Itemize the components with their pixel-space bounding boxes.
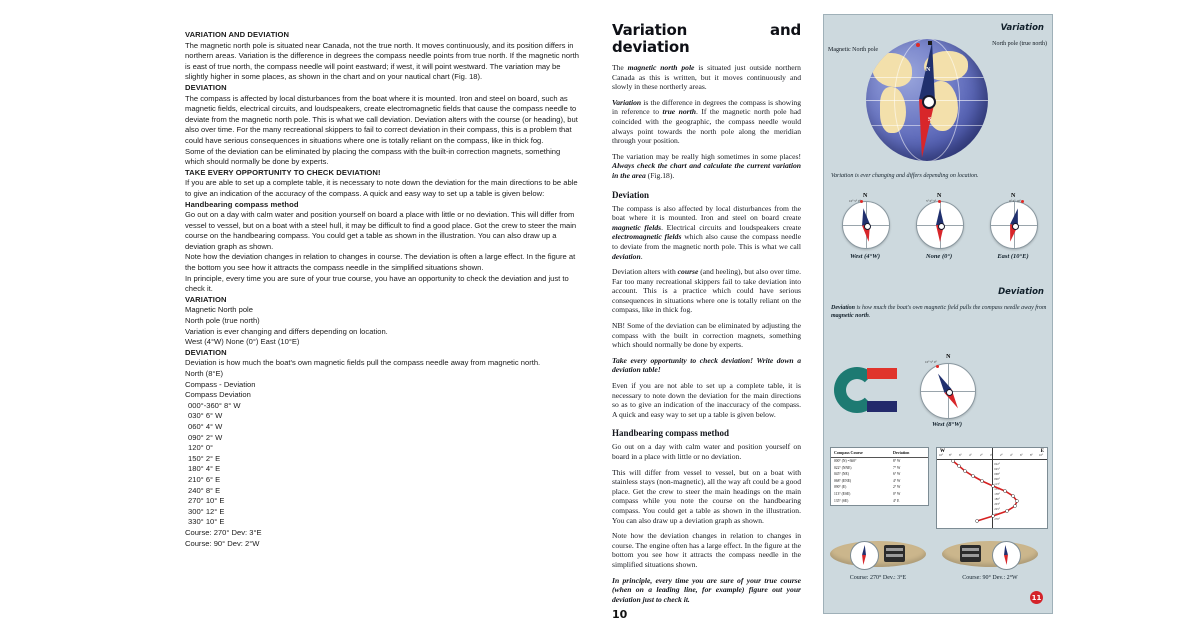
boat-illustration-right: [942, 537, 1038, 571]
rose-tick-labels: 0° 5° 10°: [1009, 199, 1021, 203]
graph-axis-east: E: [1040, 449, 1044, 454]
table-header-course: Compass Course: [831, 448, 890, 458]
deviation-table: [830, 447, 929, 506]
graph-y-tick: 203°: [994, 502, 1000, 506]
table-row: [831, 478, 928, 485]
deviation-caption: [831, 305, 1047, 320]
graph-x-tick: 6°: [959, 453, 962, 457]
compass-rose-magnet: [920, 354, 976, 419]
left-body-6: In principle, every time you are sure of your true course, you have an opportunity to check the deviation and just to check it.: [185, 273, 569, 294]
left-body-0: The magnetic north pole is situated near Canada, not the true north. It moves continuously, and its position differs in northern areas. Variation is the difference in degrees the compass needle points from true north. If the magnetic north is east of true north, the compass needle will point eastward; if west, it will point westward. The variation may be slightly higher in some places, as shown in the chart and on your nautical chart (Fig. 18).: [185, 40, 579, 82]
rose-caption-magnet: West (8°W): [931, 421, 963, 428]
left-body-1: The compass is affected by local disturbances from the boat where it is mounted. Iron and steel on board, such as magnetic fields, electrical circuits, and loudspeakers, create electromagnetic fields that cause the compass needle to deviate from the magnetic north pole. This is what we call deviation. Deviation alters with the course (or heading), but also over time. For the many recreational skippers to fail to correct deviation in their compass, this is a problem that could have serious consequences in situations where one is totally reliant on the compass, like in thick fog.: [185, 93, 578, 145]
left-variation-line-1: North pole (true north): [185, 316, 260, 326]
text-run: Deviation alters with: [612, 267, 678, 277]
needle-hub: [922, 95, 936, 109]
left-body-3: If you are able to set up a complete table, it is necessary to note down the deviation for the main directions to be able to give an indication of the accuracy of the compass. A quick and easy way to set up a table is given below:: [185, 178, 578, 198]
article-paragraph-6: NB! Some of the deviation can be eliminated by adjusting the compass with the built in correction magnets, something which should normally be done by experts.: [612, 321, 801, 350]
cell-course: 068° (ENE): [834, 478, 852, 483]
table-header-row: [831, 448, 928, 458]
left-table-line: 270° 10° E: [188, 496, 225, 506]
text-run-emph: Variation: [612, 97, 642, 107]
table-row: [831, 491, 928, 498]
text-run-emph: course: [677, 267, 699, 277]
text-run: (Fig.18).: [645, 170, 675, 180]
graph-x-tick: 10°: [939, 453, 944, 457]
left-variation-heading: VARIATION: [185, 294, 227, 304]
graph-x-tick: 0°: [990, 453, 993, 457]
graph-x-tick: 2°: [1000, 453, 1003, 457]
needle-s-letter: S: [928, 117, 932, 123]
graph-y-tick: 158°: [994, 492, 1000, 496]
magnetic-dot: [938, 200, 941, 203]
compass-rose-east: [990, 193, 1038, 249]
left-course-line-0: Course: 270° Dev: 3°E: [185, 527, 262, 537]
article-paragraph-11: Note how the deviation changes in relation to changes in course. The engine often has a large effect. In the figure at the bottom you see how it attracts the compass needle in the simplified situations shown.: [612, 531, 801, 569]
text-run-emph: magnetic fields: [612, 222, 662, 232]
left-variation-line-0: Magnetic North pole: [185, 305, 253, 315]
left-deviation-heading: DEVIATION: [185, 347, 227, 357]
needle-hub: [938, 223, 945, 230]
cell-course: 090° (E): [834, 485, 847, 490]
magnetic-dot: [936, 365, 939, 368]
variation-section-title: Variation: [1000, 23, 1044, 33]
article-paragraph-2: [612, 98, 801, 146]
cell-deviation: 4° W: [892, 478, 901, 483]
table-row: [831, 498, 928, 505]
left-table-line: 210° 6° E: [188, 474, 221, 484]
magnetic-pole-marker: [916, 43, 920, 47]
graph-y-tick: 113°: [994, 482, 1000, 486]
magnet-north-pole: [867, 368, 897, 379]
table-row: [831, 465, 928, 472]
text-run: (and heeling), but also over time. Far too many recreational skippers fail to take deviation into account. This is a practice which could have serious consequences in situations where one is totally reliant on the compass, like in thick fog.: [612, 267, 801, 315]
text-run: which also cause the compass needle to deviate from the magnetic north pole. This is what we call: [612, 232, 801, 251]
magnetic-dot: [1021, 200, 1024, 203]
needle-north: [862, 545, 867, 555]
rose-tick-labels: 10° 5° 0°: [849, 199, 861, 203]
cell-course: 022° (NNE): [834, 465, 852, 470]
article-paragraph-9: Go out on a day with calm water and position yourself on board in a place with little or no deviation.: [612, 442, 801, 461]
boat-illustration-left: [830, 537, 926, 571]
left-heading-4: Handbearing compass method: [185, 199, 299, 209]
left-table-line: 300° 12° E: [188, 506, 225, 516]
left-table-line: 090° 2° W: [188, 432, 223, 442]
text-run: . If the magnetic north pole had coincided with the geographic, the compass needle would always point towards the north pole along the meridian through your position.: [612, 107, 801, 146]
text-run: The compass is also affected by local disturbances from the boat where it is mounted. Iron and steel on board create: [612, 203, 801, 223]
rose-caption-none: None (0°): [925, 253, 953, 260]
graph-y-tick: 225°: [994, 507, 1000, 511]
needle-n-letter: N: [926, 67, 931, 73]
left-body-5: Note how the deviation changes in relation to changes in course. The deviation is often a large effect. In the figure at the bottom you see how it attracts the compass needle in the simplified situations shown.: [185, 252, 576, 273]
article-paragraph-3: [612, 152, 801, 181]
deviation-curve: [937, 448, 1048, 529]
needle-south: [1004, 555, 1009, 565]
boat-hull: [942, 541, 1038, 567]
deviation-section-title: Deviation: [998, 287, 1044, 297]
text-run: .: [640, 251, 643, 261]
article-paragraph-5: [612, 267, 801, 315]
left-deviation-line-2: Compass - Deviation: [185, 379, 256, 389]
left-body-4: Go out on a day with calm water and position yourself on board a place with little or no deviation. This will differ from vessel to vessel, but on a boat with a steel hull, it may be difficult to find a good place. Got the crew to steer the main course on the handbearing compass. You could get a table as shown in the illustration. You can also draw up a deviation graph as shown.: [185, 210, 577, 251]
table-header-deviation: Deviation: [890, 448, 928, 458]
boat-caption-left: Course: 270° Dev.: 3°E: [849, 575, 907, 581]
rose-tick-labels: 5° 0° 5°: [926, 199, 937, 203]
left-course-line-1: Course: 90° Dev: 2°W: [185, 538, 260, 548]
table-row: [831, 472, 928, 479]
magnetic-north-pole-label: Magnetic North pole: [828, 47, 878, 53]
text-run: .: [868, 312, 871, 319]
text-run-emph: deviation: [612, 251, 641, 261]
article-paragraph-1: [612, 63, 801, 92]
page-title: Variation and deviation: [612, 21, 801, 56]
graph-x-tick: 8°: [1030, 453, 1033, 457]
left-deviation-line-1: North (8°E): [185, 369, 224, 378]
cell-course: 113° (ESE): [834, 491, 851, 496]
needle-hub: [1012, 223, 1019, 230]
graph-x-tick: 4°: [1010, 453, 1013, 457]
article-paragraph-10: This will differ from vessel to vessel, but on a boat with stainless stays (non-magnetic), all the way aft could be a good place. Get the crew to steer the main headings on the main compass while you note the course on the handbearing compass. You could get a table as shown in the illustration. You can also draw up a deviation graph as shown.: [612, 467, 801, 525]
graph-x-tick: 6°: [1020, 453, 1023, 457]
deviation-graph: [936, 447, 1048, 529]
left-table-line: 030° 6° W: [188, 411, 223, 421]
illustration-panel: [823, 14, 1053, 614]
article-paragraph-8: Even if you are not able to set up a complete table, it is necessary to note down the deviation for the main directions so as to give an indication of the inaccuracy of the compass. A quick and easy way to set up a table is given below.: [612, 381, 801, 419]
text-run: The: [612, 63, 628, 72]
table-row: [831, 458, 928, 465]
graph-y-tick: 180°: [994, 497, 1000, 501]
compass-rose-west: [842, 193, 890, 249]
text-run-emph: Always check the chart and calculate the current variation in the area: [612, 161, 801, 180]
text-run: The variation may be really high sometimes in some places!: [612, 151, 801, 161]
rose-caption-west: West (4°W): [849, 253, 881, 260]
page-number-badge: 11: [1030, 591, 1043, 604]
left-deviation-line-3: Compass Deviation: [185, 390, 251, 400]
left-table-line: 000°-360° 8° W: [188, 400, 241, 410]
rose-north-letter: N: [863, 193, 868, 199]
graph-y-tick: 135°: [994, 487, 1000, 491]
true-pole-marker: [928, 41, 932, 45]
text-run: . Electrical circuits and loudspeakers create: [661, 222, 801, 232]
rose-north-letter: N: [946, 354, 951, 360]
rose-needle: [992, 541, 1021, 570]
graph-x-tick: 8°: [949, 453, 952, 457]
left-variation-line-3: West (4°W) None (0°) East (10°E): [185, 337, 300, 347]
text-run-emph: magnetic north pole: [627, 63, 695, 72]
left-table-line: 330° 10° E: [188, 517, 225, 527]
article-heading-handbearing: Handbearing compass method: [612, 428, 730, 439]
boat-compass: [992, 541, 1021, 570]
needle-hub: [864, 223, 871, 230]
article-paragraph-4: [612, 204, 801, 262]
cell-deviation: 6° W: [892, 472, 901, 477]
cell-deviation: 0° W: [892, 491, 901, 496]
text-run-emph: magnetic north: [831, 312, 869, 319]
text-run-emph: electromagnetic fields: [612, 232, 682, 242]
needle-south: [861, 555, 866, 565]
article-heading-deviation: Deviation: [612, 189, 649, 200]
boat-engine: [960, 545, 981, 562]
article-paragraph-12: In principle, every time you are sure of your true course (when on a leading line, for example) figure out your deviation just to check it.: [612, 575, 801, 604]
rose-north-letter: N: [1011, 193, 1016, 199]
cell-deviation: 2° W: [892, 485, 901, 490]
article-column: [600, 0, 815, 628]
horseshoe-magnet-icon: [834, 367, 900, 413]
graph-x-tick: 4°: [969, 453, 972, 457]
cell-course: 135° (SE): [834, 498, 849, 503]
cell-deviation: 4° E: [892, 498, 900, 503]
boat-caption-right: Course: 90° Dev.: 2°W: [962, 575, 1018, 581]
needle-north: [1003, 545, 1008, 555]
left-deviation-line-0: Deviation is how much the boat's own magnetic fields pull the compass needle away from magnetic north.: [185, 358, 541, 368]
panel-edge: [1052, 15, 1053, 613]
variation-caption: Variation is ever changing and differs depending on location.: [831, 173, 979, 179]
boat-engine: [884, 545, 905, 562]
left-heading-1: DEVIATION: [185, 82, 227, 92]
graph-axis-west: W: [940, 449, 945, 454]
left-table-line: 150° 2° E: [188, 453, 221, 463]
cell-course: 000° (N) =360°: [834, 459, 857, 463]
rose-north-letter: N: [937, 193, 942, 199]
text-run-emph: true north: [662, 107, 696, 117]
text-run: is how much the boat's own magnetic field pulls the compass needle away from: [855, 305, 1047, 311]
graph-y-tick: 022°: [994, 462, 1000, 466]
graph-y-tick: 068°: [994, 472, 1000, 476]
graph-y-tick: 248°: [994, 512, 1000, 516]
illustration-column: [815, 0, 1200, 628]
left-heading-0: VARIATION AND DEVIATION: [185, 30, 290, 39]
article-callout: Take every opportunity to check deviation! Write down a deviation table!: [612, 355, 801, 375]
left-body-2: Some of the deviation can be eliminated by placing the compass with the built-in correction magnets, something which should normally be done by experts.: [185, 146, 561, 167]
cell-deviation: 7° W: [892, 465, 901, 470]
graph-y-tick: 045°: [994, 467, 1000, 471]
globe-illustration: [866, 39, 988, 161]
text-run: is situated just outside northern Canada as this is written, but it moves continuously and slowly in these northerly areas.: [612, 63, 801, 92]
needle-hub: [946, 389, 953, 396]
true-north-pole-label: North pole (true north): [992, 41, 1047, 47]
rose-tick-labels: 10° 5° 0°: [925, 360, 937, 364]
graph-y-tick: 090°: [994, 477, 1000, 481]
left-heading-3: TAKE EVERY OPPORTUNITY TO CHECK DEVIATION!: [185, 167, 381, 177]
boat-compass: [850, 541, 879, 570]
left-table-line: 180° 4° E: [188, 464, 221, 474]
text-run-emph: Deviation: [831, 305, 855, 311]
page-number-left: 10: [612, 608, 628, 622]
left-table-line: 060° 4° W: [188, 421, 223, 431]
magnet-south-pole: [867, 401, 897, 412]
graph-x-tick: 10°: [1039, 453, 1044, 457]
cell-course: 045° (NE): [834, 472, 849, 477]
rose-caption-east: East (10°E): [997, 253, 1029, 260]
compass-rose-none: [916, 193, 964, 249]
table-row: [831, 485, 928, 492]
left-table-line: 240° 8° E: [188, 485, 221, 495]
left-table-line: 120° 0°: [188, 443, 214, 453]
graph-x-tick: 2°: [980, 453, 983, 457]
cell-deviation: 8° W: [892, 459, 901, 463]
left-variation-line-2: Variation is ever changing and differs depending on location.: [185, 326, 388, 336]
graph-y-tick: 270°: [994, 517, 1000, 521]
rose-needle: [850, 541, 879, 570]
text-run: is the difference in degrees the compass is showing in reference to: [612, 97, 801, 117]
